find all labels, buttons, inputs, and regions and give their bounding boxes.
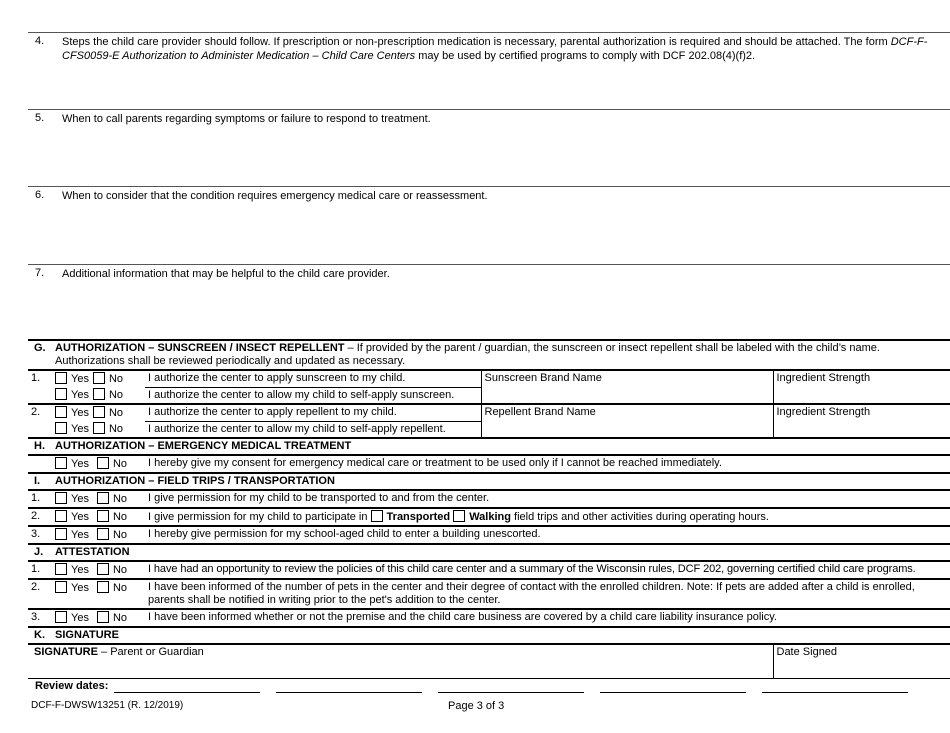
transported-checkbox[interactable] bbox=[371, 510, 383, 522]
section-letter: G. bbox=[28, 340, 52, 370]
item-number: 5. bbox=[35, 112, 45, 124]
no-checkbox[interactable] bbox=[93, 422, 105, 434]
yes-checkbox[interactable] bbox=[55, 422, 67, 434]
section-j-header: J. ATTESTATION bbox=[28, 544, 950, 561]
item-4[interactable] bbox=[28, 32, 950, 62]
sunscreen-brand-field[interactable]: Sunscreen Brand Name bbox=[481, 370, 773, 404]
section-k-header: K. SIGNATURE bbox=[28, 627, 950, 644]
signature-row bbox=[28, 644, 950, 678]
j-row-2: 2. Yes No I have been informed of the number of pets in the center and their degree of contact with the enrolled children. Note: If pets are added after a child is enrolled, parents shall be notified in writing prior to the pet's addition to the center. bbox=[28, 579, 950, 609]
review-date-field-4[interactable] bbox=[600, 692, 746, 693]
no-checkbox[interactable] bbox=[93, 388, 105, 400]
item-text: When to call parents regarding symptoms or failure to respond to treatment. bbox=[62, 113, 431, 125]
item-text: When to consider that the condition requires emergency medical care or reassessment. bbox=[62, 190, 488, 202]
form-id: DCF-F-DWSW13251 (R. 12/2019) bbox=[31, 700, 184, 711]
section-h-header: H. AUTHORIZATION – EMERGENCY MEDICAL TREATMENT bbox=[28, 438, 950, 455]
no-checkbox[interactable] bbox=[97, 457, 109, 469]
yes-checkbox[interactable] bbox=[55, 457, 67, 469]
no-checkbox[interactable] bbox=[97, 611, 109, 623]
review-date-field-5[interactable] bbox=[762, 692, 908, 693]
authorization-table bbox=[28, 339, 950, 679]
i-row-3: 3. Yes No I hereby give permission for my school-aged child to enter a building unescorted. bbox=[28, 526, 950, 544]
review-date-field-3[interactable] bbox=[438, 692, 584, 693]
date-signed-field[interactable]: Date Signed bbox=[773, 644, 950, 678]
section-i-header: I. AUTHORIZATION – FIELD TRIPS / TRANSPORTATION bbox=[28, 473, 950, 490]
j-row-1: 1. Yes No I have had an opportunity to review the policies of this child care center and a summary of the Wisconsin rules, DCF 202, governing certified child care programs. bbox=[28, 561, 950, 579]
section-title: AUTHORIZATION – SUNSCREEN / INSECT REPELLENT bbox=[55, 342, 345, 354]
repellent-brand-field[interactable]: Repellent Brand Name bbox=[481, 404, 773, 438]
item-text: Additional information that may be helpful to the child care provider. bbox=[62, 268, 390, 280]
i-row-1: 1. Yes No I give permission for my child to be transported to and from the center. bbox=[28, 490, 950, 508]
item-6[interactable] bbox=[28, 186, 950, 202]
repellent-strength-field[interactable]: Ingredient Strength bbox=[773, 404, 950, 438]
h-row: Yes No I hereby give my consent for emergency medical care or treatment to be used only if I cannot be reached immediately. bbox=[28, 455, 950, 473]
yes-checkbox[interactable] bbox=[55, 611, 67, 623]
no-checkbox[interactable] bbox=[97, 528, 109, 540]
page-number: Page 3 of 3 bbox=[448, 700, 505, 712]
section-desc: – If provided by the parent / guardian, the sunscreen or insect repellent shall be labeled with the child’s name. Authorizations shall be reviewed periodically and updated as necessary. bbox=[55, 342, 880, 367]
no-checkbox[interactable] bbox=[97, 581, 109, 593]
yes-checkbox[interactable] bbox=[55, 563, 67, 575]
no-checkbox[interactable] bbox=[97, 492, 109, 504]
item-7[interactable] bbox=[28, 264, 950, 280]
yes-checkbox[interactable] bbox=[55, 528, 67, 540]
item-number: 7. bbox=[35, 267, 45, 279]
review-date-field-1[interactable] bbox=[114, 692, 260, 693]
no-checkbox[interactable] bbox=[97, 563, 109, 575]
signature-field[interactable]: SIGNATURE – Parent or Guardian bbox=[28, 644, 773, 678]
section-g-header bbox=[28, 340, 950, 370]
j-row-3: 3. Yes No I have been informed whether or not the premise and the child care business are covered by a child care liability insurance policy. bbox=[28, 609, 950, 627]
g-row-2a: 2. Yes No I authorize the center to apply repellent to my child. Repellent Brand Name Ingredient Strength bbox=[28, 404, 950, 421]
walking-checkbox[interactable] bbox=[453, 510, 465, 522]
g-row-2b: Yes No I authorize the center to allow my child to self-apply repellent. bbox=[28, 421, 950, 438]
item-number: 4. bbox=[35, 35, 45, 47]
yes-checkbox[interactable] bbox=[55, 510, 67, 522]
no-checkbox[interactable] bbox=[97, 510, 109, 522]
sunscreen-strength-field[interactable]: Ingredient Strength bbox=[773, 370, 950, 404]
review-dates-label: Review dates: bbox=[35, 680, 109, 692]
g-row-1b: Yes No I authorize the center to allow my child to self-apply sunscreen. bbox=[28, 387, 950, 404]
item-number: 6. bbox=[35, 189, 45, 201]
yes-checkbox[interactable] bbox=[55, 406, 67, 418]
item-5[interactable] bbox=[28, 109, 950, 125]
no-checkbox[interactable] bbox=[93, 372, 105, 384]
yes-checkbox[interactable] bbox=[55, 581, 67, 593]
review-date-field-2[interactable] bbox=[276, 692, 422, 693]
g-row-1a: 1. Yes No I authorize the center to apply sunscreen to my child. Sunscreen Brand Name Ingredient Strength bbox=[28, 370, 950, 387]
yes-checkbox[interactable] bbox=[55, 492, 67, 504]
item-text: Steps the child care provider should follow. If prescription or non-prescription medication is necessary, parental authorization is required and should be attached. The form DCF-F-CFS0059-E Authorization to Administer Medication – Child Care Centers may be used by certified programs to comply with DCF 202.08(4)(f)2. bbox=[62, 36, 928, 62]
i-row-2: 2. Yes No I give permission for my child to participate in Transported Walking field trips and other activities during operating hours. bbox=[28, 508, 950, 526]
yes-checkbox[interactable] bbox=[55, 388, 67, 400]
yes-checkbox[interactable] bbox=[55, 372, 67, 384]
no-checkbox[interactable] bbox=[93, 406, 105, 418]
